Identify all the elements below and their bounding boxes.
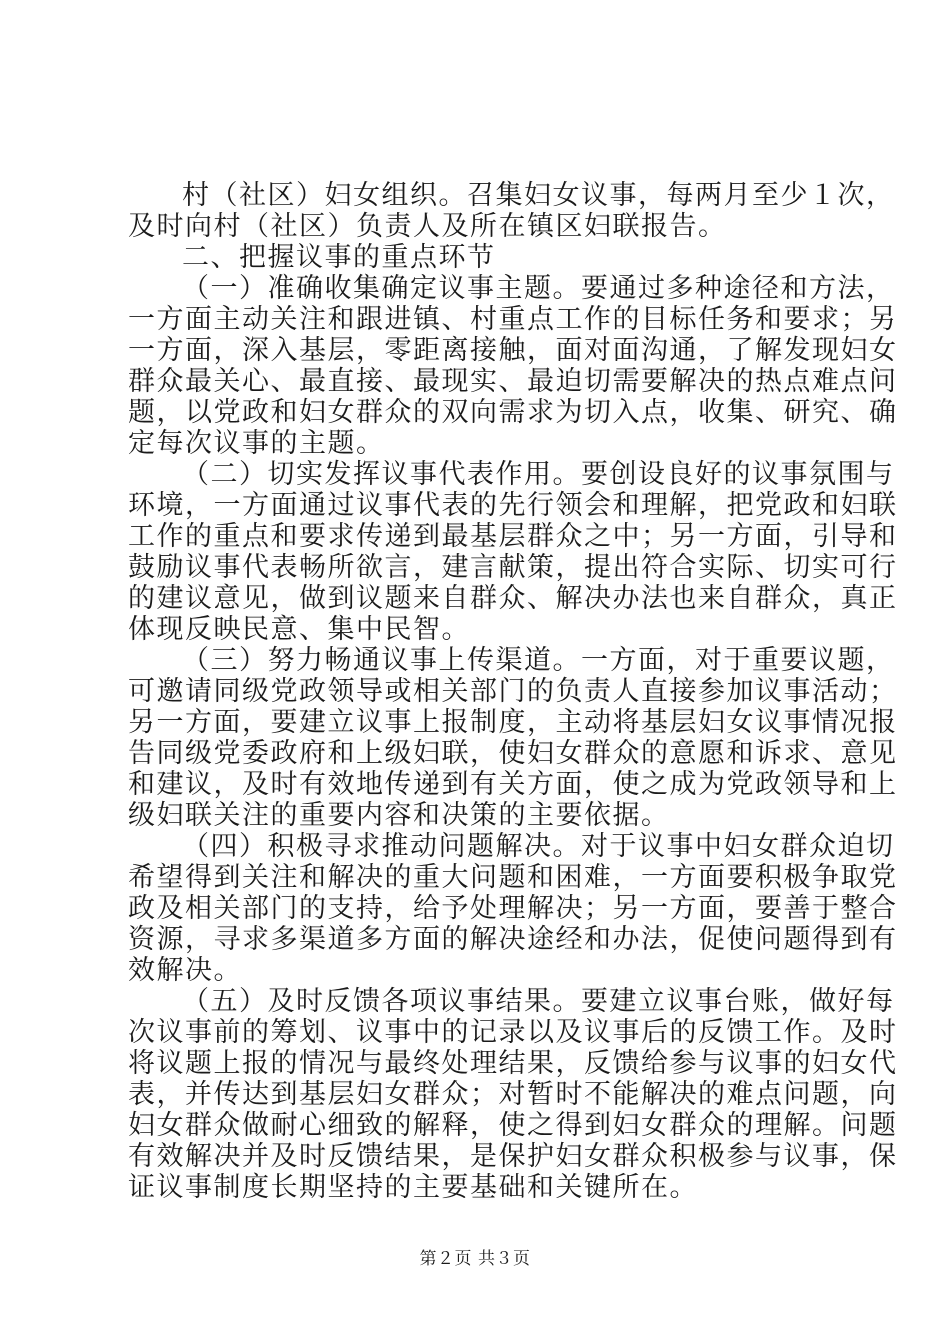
- text-line: 体现反映民意、集中民智。: [128, 614, 470, 645]
- text-line: （二）切实发挥议事代表作用。要创设良好的议事氛围与: [182, 459, 895, 490]
- text-line: （一）准确收集确定议事主题。要通过多种途径和方法，: [182, 273, 895, 304]
- text-line: （三）努力畅通议事上传渠道。一方面，对于重要议题，: [182, 645, 895, 676]
- text-line: 希望得到关注和解决的重大问题和困难，一方面要积极争取党: [128, 862, 898, 893]
- text-line: 一方面，深入基层，零距离接触，面对面沟通，了解发现妇女: [128, 335, 898, 366]
- text-line: 政及相关部门的支持，给予处理解决；另一方面，要善于整合: [128, 893, 898, 924]
- text-line: 环境，一方面通过议事代表的先行领会和理解，把党政和妇联: [128, 490, 898, 521]
- text-line: 二、把握议事的重点环节: [182, 242, 496, 273]
- text-line: 妇女群众做耐心细致的解释，使之得到妇女群众的理解。问题: [128, 1110, 898, 1141]
- text-line: 鼓励议事代表畅所欲言，建言献策，提出符合实际、切实可行: [128, 552, 898, 583]
- text-line: 表，并传达到基层妇女群众；对暂时不能解决的难点问题，向: [128, 1079, 898, 1110]
- text-line: 及时向村（社区）负责人及所在镇区妇联报告。: [128, 211, 727, 242]
- text-line: 资源，寻求多渠道多方面的解决途经和办法，促使问题得到有: [128, 924, 898, 955]
- text-line: 次议事前的筹划、议事中的记录以及议事后的反馈工作。及时: [128, 1017, 898, 1048]
- text-line: 定每次议事的主题。: [128, 428, 385, 459]
- text-line: （五）及时反馈各项议事结果。要建立议事台账，做好每: [182, 986, 895, 1017]
- text-line: 证议事制度长期坚持的主要基础和关键所在。: [128, 1172, 698, 1203]
- text-line: 有效解决并及时反馈结果，是保护妇女群众积极参与议事，保: [128, 1141, 898, 1172]
- text-line: 效解决。: [128, 955, 242, 986]
- text-line: 的建议意见，做到议题来自群众、解决办法也来自群众，真正: [128, 583, 898, 614]
- page-footer: 第２页 共３页: [419, 1249, 531, 1269]
- text-line: 题，以党政和妇女群众的双向需求为切入点，收集、研究、确: [128, 397, 898, 428]
- document-body: [128, 180, 898, 1203]
- text-line: 可邀请同级党政领导或相关部门的负责人直接参加议事活动；: [128, 676, 898, 707]
- text-line: （四）积极寻求推动问题解决。对于议事中妇女群众迫切: [182, 831, 895, 862]
- text-line: 一方面主动关注和跟进镇、村重点工作的目标任务和要求；另: [128, 304, 898, 335]
- text-line: 将议题上报的情况与最终处理结果，反馈给参与议事的妇女代: [128, 1048, 898, 1079]
- text-line: 另一方面，要建立议事上报制度，主动将基层妇女议事情况报: [128, 707, 898, 738]
- text-line: 村（社区）妇女组织。召集妇女议事，每两月至少１次，: [182, 180, 895, 211]
- text-line: 级妇联关注的重要内容和决策的主要依据。: [128, 800, 670, 831]
- text-line: 和建议，及时有效地传递到有关方面，使之成为党政领导和上: [128, 769, 898, 800]
- text-line: 告同级党委政府和上级妇联，使妇女群众的意愿和诉求、意见: [128, 738, 898, 769]
- text-line: 群众最关心、最直接、最现实、最迫切需要解决的热点难点问: [128, 366, 898, 397]
- text-line: 工作的重点和要求传递到最基层群众之中；另一方面，引导和: [128, 521, 898, 552]
